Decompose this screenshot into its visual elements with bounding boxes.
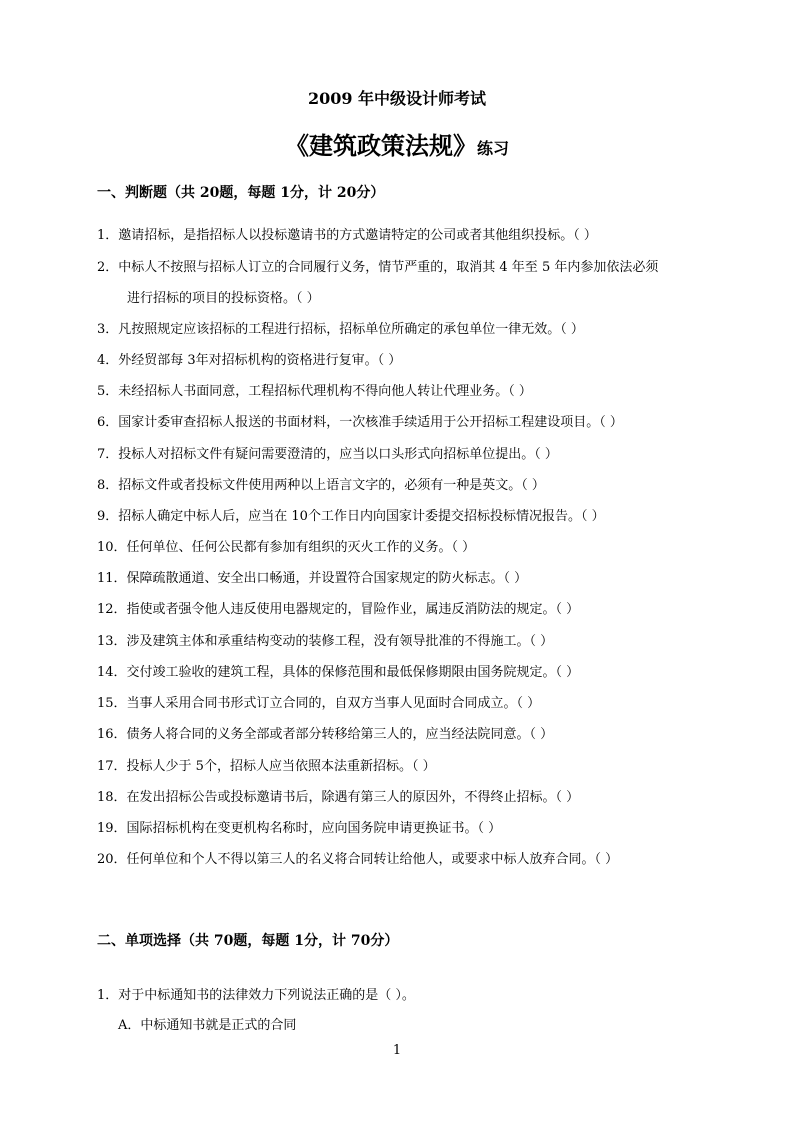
question-item: 5．未经招标人书面同意，工程招标代理机构不得向他人转让代理业务。（ ） bbox=[97, 384, 532, 399]
question-item: 6．国家计委审查招标人报送的书面材料，一次核准手续适用于公开招标工程建设项目。（ ） bbox=[97, 415, 623, 430]
document-title: 2009 年中级设计师考试 bbox=[307, 89, 487, 108]
page-number: 1 bbox=[392, 1043, 402, 1058]
subtitle-main: 《建筑政策法规》 bbox=[284, 131, 477, 160]
section-heading-true-false: 一、判断题（共 20题，每题 1分，计 20分） bbox=[97, 185, 385, 201]
question-item: 15．当事人采用合同书形式订立合同的，自双方当事人见面时合同成立。（ ） bbox=[97, 696, 541, 711]
question-item: 13．涉及建筑主体和承重结构变动的装修工程，没有领导批准的不得施工。（ ） bbox=[97, 634, 554, 649]
answer-option: A．中标通知书就是正式的合同 bbox=[118, 1018, 297, 1033]
question-item: 8．招标文件或者投标文件使用两种以上语言文字的，必须有一种是英文。（ ） bbox=[97, 478, 545, 493]
question-item: 14．交付竣工验收的建筑工程，具体的保修范围和最低保修期限由国务院规定。（ ） bbox=[97, 665, 580, 680]
subtitle-tail: 练习 bbox=[476, 139, 509, 158]
question-item: 1．邀请招标，是指招标人以投标邀请书的方式邀请特定的公司或者其他组织投标。（ ） bbox=[97, 228, 597, 243]
question-item: 9．招标人确定中标人后，应当在 10个工作日内向国家计委提交招标投标情况报告。（ ） bbox=[97, 509, 605, 524]
question-item: 19．国际招标机构在变更机构名称时，应向国务院申请更换证书。（ ） bbox=[97, 821, 502, 836]
question-item: 3．凡按照规定应该招标的工程进行招标，招标单位所确定的承包单位一律无效。（ ） bbox=[97, 322, 584, 337]
question-item: 16．债务人将合同的义务全部或者部分转移给第三人的，应当经法院同意。（ ） bbox=[97, 727, 554, 742]
question-item: 7．投标人对招标文件有疑问需要澄清的，应当以口头形式向招标单位提出。（ ） bbox=[97, 447, 558, 462]
question-item: 10．任何单位、任何公民都有参加有组织的灭火工作的义务。（ ） bbox=[97, 540, 476, 555]
question-item: 17．投标人少于 5个，招标人应当依照本法重新招标。（ ） bbox=[97, 759, 436, 774]
question-item: 18．在发出招标公告或投标邀请书后，除遇有第三人的原因外，不得终止招标。（ ） bbox=[97, 790, 580, 805]
question-item: 20．任何单位和个人不得以第三人的名义将合同转让给他人，或要求中标人放弃合同。（ ） bbox=[97, 852, 619, 867]
question-item: 11．保障疏散通道、安全出口畅通，并设置符合国家规定的防火标志。（ ） bbox=[97, 571, 528, 586]
question-item: 4．外经贸部每 3年对招标机构的资格进行复审。（ ） bbox=[97, 353, 402, 368]
question-item-continued: 进行招标的项目的投标资格。（ ） bbox=[127, 291, 320, 306]
question-item: 2．中标人不按照与招标人订立的合同履行义务，情节严重的，取消其 4 年至 5 年内参加依法必须 bbox=[97, 260, 659, 275]
section-heading-single-choice: 二、单项选择（共 70题，每题 1分，计 70分） bbox=[97, 933, 399, 949]
question-item: 12．指使或者强令他人违反使用电器规定的，冒险作业，属违反消防法的规定。（ ） bbox=[97, 602, 580, 617]
document-subtitle bbox=[0, 126, 794, 161]
question-item: 1．对于中标通知书的法律效力下列说法正确的是（ ）。 bbox=[97, 988, 415, 1003]
